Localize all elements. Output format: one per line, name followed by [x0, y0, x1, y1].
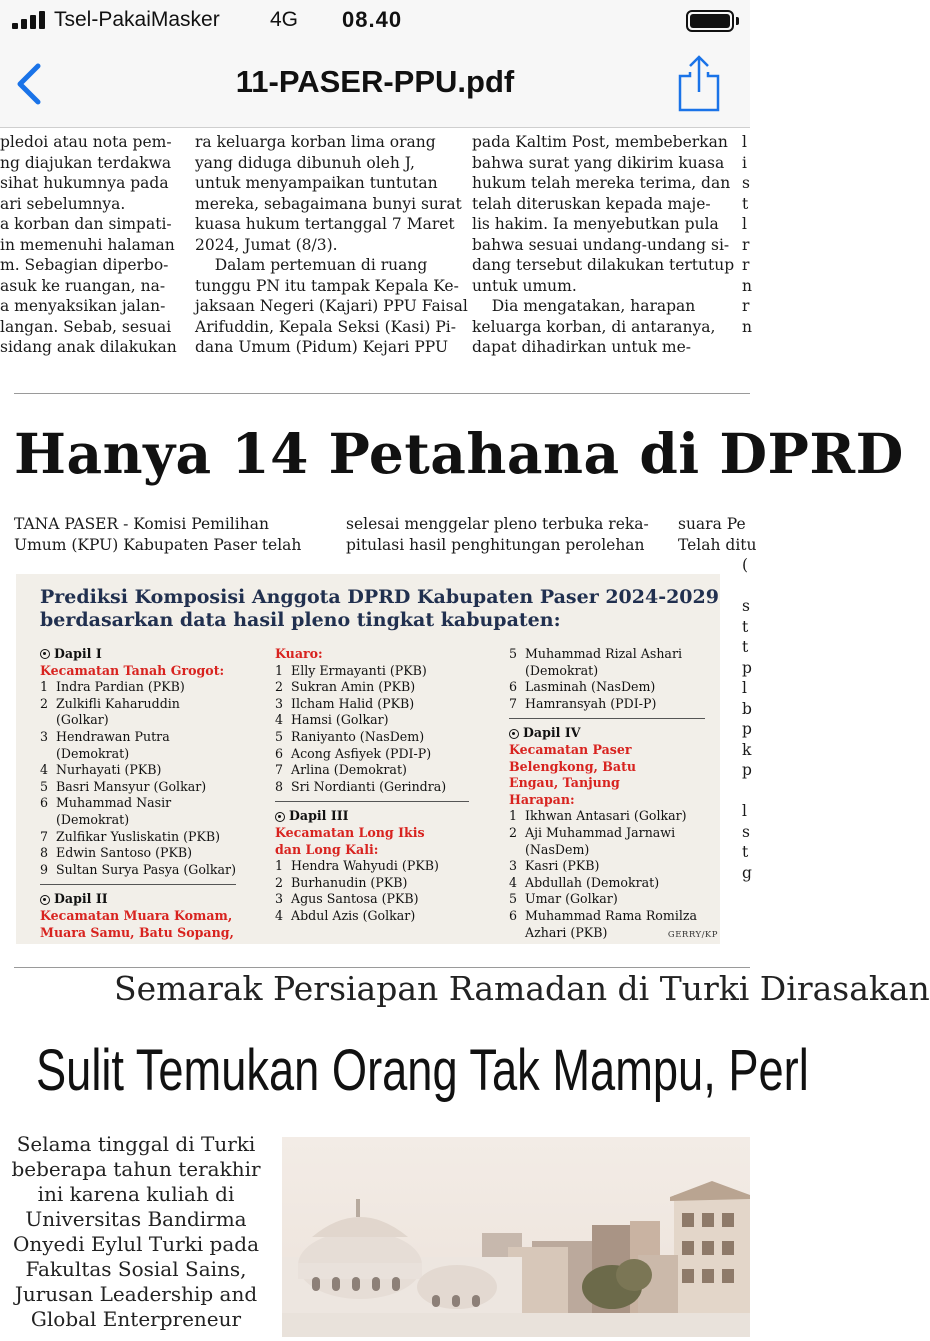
member-name: Arlina (Demokrat) — [291, 762, 407, 778]
mosque-photo-image — [282, 1137, 750, 1337]
infographic-column-3 — [509, 646, 705, 941]
member-name: Hamsi (Golkar) — [291, 712, 389, 728]
member-name: Burhanudin (PKB) — [291, 874, 408, 890]
article-kicker: Semarak Persiapan Ramadan di Turki Dirasakan — [114, 969, 930, 1008]
member-name: Nurhayati (PKB) — [56, 762, 162, 778]
headline: Hanya 14 Petahana di DPRD — [14, 421, 904, 486]
member-list-item — [40, 779, 236, 796]
article-line: p — [742, 761, 752, 779]
member-name: Ilcham Halid (PKB) — [291, 695, 415, 711]
battery-tip — [736, 17, 739, 25]
member-name: Muhammad Rizal Ashari (Demokrat) — [525, 646, 682, 678]
member-name: Lasminah (NasDem) — [525, 679, 656, 695]
battery-icon — [686, 10, 734, 32]
member-list-item — [509, 858, 705, 875]
member-list-item — [275, 729, 469, 746]
dapil-marker-icon — [275, 812, 285, 822]
member-number: 5 — [509, 891, 518, 907]
member-list-item — [40, 696, 236, 729]
article-line: l — [742, 802, 747, 820]
member-name: Zulfikar Yusliskatin (PKB) — [56, 828, 221, 844]
article-line: p — [742, 720, 752, 738]
dapil-2-member-list — [275, 663, 469, 796]
member-name: Hendra Wahyudi (PKB) — [291, 858, 439, 874]
member-number: 7 — [275, 762, 284, 778]
article-line: suara Pe — [678, 515, 746, 533]
signal-strength-icon — [12, 11, 48, 29]
member-list-item — [509, 646, 705, 679]
member-list-item — [275, 762, 469, 779]
article-main-column-1: TANA PASER - Komisi Pemilihan Umum (KPU) Kabupaten Paser telah — [14, 515, 302, 554]
mosque-photo — [282, 1137, 750, 1337]
dapil-3-member-list-continued — [509, 646, 705, 712]
article-line: s — [742, 822, 750, 841]
member-number: 5 — [40, 778, 49, 794]
member-name: Zulkifli Kaharuddin (Golkar) — [56, 695, 180, 728]
dapil-4-district: Kecamatan Paser Belengkong, Batu Engau, Tanjung Harapan: — [509, 741, 637, 807]
member-name: Hendrawan Putra (Demokrat) — [56, 728, 170, 761]
member-number: 6 — [40, 795, 49, 811]
member-number: 7 — [40, 828, 49, 844]
article-top-column-4: l i s t l r r n r n — [742, 133, 752, 336]
member-number: 2 — [275, 679, 284, 695]
dapil-2-district: Kecamatan Muara Komam, Muara Samu, Batu Sopang, — [40, 907, 234, 940]
article-headline: Sulit Temukan Orang Tak Mampu, Perl — [36, 1038, 809, 1103]
article-line: l — [742, 679, 747, 697]
member-number: 4 — [275, 907, 284, 923]
member-number: 6 — [275, 745, 284, 761]
member-name: Muhammad Rama Romilza Azhari (PKB) — [525, 907, 698, 940]
member-list-item — [509, 679, 705, 696]
member-number: 9 — [40, 861, 49, 877]
member-name: Sri Nordianti (Gerindra) — [291, 778, 447, 794]
member-number: 4 — [275, 712, 284, 728]
article-line: b — [742, 699, 752, 718]
share-icon — [676, 54, 722, 114]
share-button[interactable] — [676, 54, 722, 114]
member-number: 3 — [275, 891, 284, 907]
member-name: Sultan Surya Pasya (Golkar) — [56, 861, 236, 877]
article-line: Telah ditu — [678, 535, 757, 554]
article-line: t — [742, 638, 749, 656]
dapil-1-label: Dapil I — [40, 646, 236, 663]
infographic-title: Prediksi Komposisi Anggota DPRD Kabupaten Paser 2024-2029 berdasarkan data hasil pleno tingkat kabupaten: — [40, 586, 719, 631]
infographic-column-2 — [275, 646, 469, 925]
member-list-item — [509, 825, 705, 858]
member-name: Aji Muhammad Jarnawi (NasDem) — [525, 824, 676, 857]
member-list-item — [275, 891, 469, 908]
member-list-item — [275, 663, 469, 680]
divider — [40, 884, 236, 885]
photo-credit: GERRY/KP — [667, 930, 718, 940]
member-name: Abdul Azis (Golkar) — [291, 907, 416, 923]
member-number: 6 — [509, 907, 518, 923]
dapil-4-label: Dapil IV — [509, 725, 705, 742]
member-name: Abdullah (Demokrat) — [525, 874, 660, 890]
divider — [509, 718, 705, 719]
article-line: k — [742, 740, 752, 759]
member-number: 7 — [509, 695, 518, 711]
member-list-item — [275, 712, 469, 729]
member-name: Acong Asfiyek (PDI-P) — [291, 745, 432, 761]
member-list-item — [275, 779, 469, 796]
dapil-1-member-list — [40, 679, 236, 878]
network-type: 4G — [270, 8, 299, 31]
dapil-2-label: Dapil II — [40, 891, 236, 908]
member-list-item — [275, 696, 469, 713]
member-number: 2 — [40, 695, 49, 711]
dapil-3-member-list — [275, 858, 469, 924]
member-name: Sukran Amin (PKB) — [291, 679, 416, 695]
member-name: Agus Santosa (PKB) — [291, 891, 419, 907]
document-title: 11-PASER-PPU.pdf — [235, 64, 515, 99]
member-list-item — [40, 679, 236, 696]
member-name: Elly Ermayanti (PKB) — [291, 662, 427, 678]
member-list-item — [40, 729, 236, 762]
article-line: g — [742, 863, 752, 882]
member-number: 1 — [40, 679, 49, 695]
member-number: 4 — [40, 762, 49, 778]
dapil-marker-icon — [509, 729, 519, 739]
article-line: p — [742, 658, 752, 677]
dprd-infographic — [16, 574, 720, 944]
member-list-item — [275, 875, 469, 892]
article-line: s — [742, 597, 750, 615]
article-intro: Selama tinggal di Turki beberapa tahun terakhir ini karena kuliah di Universitas Bandirma Onyedi Eylul Turki pada Fakultas Sosial Sains, Jurusan Leadership and Global Enterpreneur — [11, 1132, 261, 1331]
member-list-item — [509, 875, 705, 892]
member-list-item — [509, 891, 705, 908]
member-number: 5 — [275, 728, 284, 744]
member-number: 2 — [509, 824, 518, 840]
article-line — [742, 576, 750, 597]
status-time: 08.40 — [342, 7, 403, 32]
member-number: 6 — [509, 679, 518, 695]
article-line: t — [742, 843, 749, 861]
member-list-item — [509, 696, 705, 713]
member-list-item — [40, 829, 236, 846]
infographic-column-1 — [40, 646, 236, 941]
member-list-item — [40, 845, 236, 862]
member-name: Kasri (PKB) — [525, 858, 600, 874]
member-list-item — [275, 908, 469, 925]
article-main-column-2: selesai menggelar pleno terbuka reka- pitulasi hasil penghitungan perolehan — [346, 515, 649, 554]
member-list-item — [40, 762, 236, 779]
article-line: t — [742, 617, 749, 636]
member-list-item — [509, 808, 705, 825]
dapil-3-label: Dapil III — [275, 808, 469, 825]
member-number: 5 — [509, 646, 518, 661]
member-number: 4 — [509, 874, 518, 890]
member-name: Raniyanto (NasDem) — [291, 728, 425, 744]
member-number: 3 — [275, 695, 284, 711]
article-top-column-1: pledoi atau nota pem- ng diajukan terdakwa sihat hukumnya pada ari sebelumnya. a korban dan simpati- in memenuhi halaman m. Sebagian diperbo- asuk ke ruangan, na- a menyaksikan jalan- langan. Sebab, sesuai sidang anak dilakukan — [0, 133, 177, 356]
status-bar — [0, 0, 750, 40]
dapil-marker-icon — [40, 649, 50, 659]
dapil-1-district: Kecamatan Tanah Grogot: — [40, 662, 225, 678]
member-number: 1 — [275, 858, 284, 874]
member-number: 3 — [40, 728, 49, 744]
member-number: 1 — [509, 808, 518, 824]
divider — [14, 967, 750, 968]
dapil-2-district-end: Kuaro: — [275, 646, 323, 661]
article-top-column-3: pada Kaltim Post, membeberkan bahwa surat yang dikirim kuasa hukum telah mereka terima, dan telah diteruskan kepada maje- lis hakim. Ia menyebutkan pula bahwa sesuai undang-undang si- dang tersebut dilakukan tertutup untuk umum. Dia mengatakan, harapan keluarga korban, di antaranya, dapat dihadirkan untuk me- — [472, 133, 735, 356]
carrier-name: Tsel-PakaiMasker — [54, 8, 220, 31]
dapil-3-district: Kecamatan Long Ikis dan Long Kali: — [275, 824, 425, 857]
member-name: Edwin Santoso (PKB) — [56, 845, 193, 861]
member-name: Muhammad Nasir (Demokrat) — [56, 795, 172, 827]
member-list-item — [40, 795, 236, 828]
article-top-column-2: ra keluarga korban lima orang yang diduga dibunuh oleh J, untuk menyampaikan tuntutan mereka, sebagaimana bunyi surat kuasa hukum tertanggal 7 Maret 2024, Jumat (8/3). Dalam pertemuan di ruang tunggu PN itu tampak Kepala Ke- jaksaan Negeri (Kajari) PPU Faisal Arifuddin, Kepala Seksi (Kasi) Pi- dana Umum (Pidum) Kejari PPU — [195, 133, 468, 356]
dapil-4-member-list — [509, 808, 705, 941]
divider — [14, 393, 750, 394]
pdf-page[interactable] — [0, 129, 930, 1334]
navigation-bar — [0, 40, 750, 128]
member-name: Basri Mansyur (Golkar) — [56, 778, 207, 794]
divider — [275, 801, 469, 802]
member-name: Umar (Golkar) — [525, 891, 618, 907]
member-list-item — [275, 858, 469, 875]
member-number: 8 — [40, 845, 49, 861]
member-number: 3 — [509, 858, 518, 874]
member-number: 2 — [275, 874, 284, 890]
member-name: Hamransyah (PDI-P) — [525, 695, 657, 711]
member-number: 8 — [275, 778, 284, 794]
article-line — [742, 781, 750, 802]
article-line: ( — [742, 556, 749, 574]
member-name: Ikhwan Antasari (Golkar) — [525, 808, 687, 824]
member-number: 1 — [275, 662, 284, 678]
member-name: Indra Pardian (PKB) — [56, 679, 185, 695]
member-list-item — [275, 679, 469, 696]
member-list-item — [40, 862, 236, 879]
dapil-marker-icon — [40, 895, 50, 905]
member-list-item — [275, 746, 469, 763]
